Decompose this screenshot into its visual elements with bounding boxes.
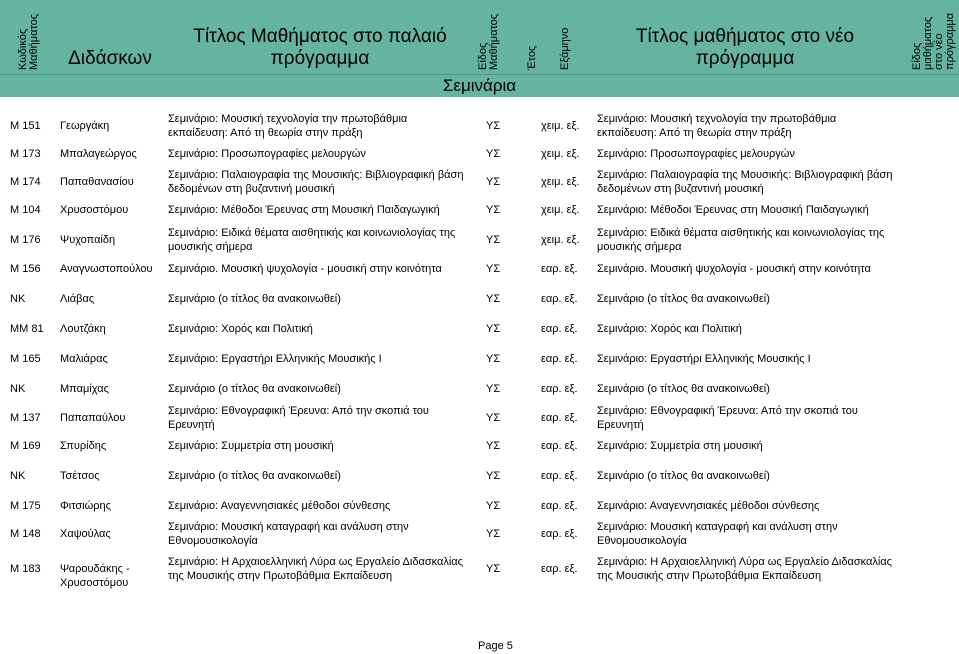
- cell-teacher: Λιάβας: [60, 293, 95, 305]
- col-kind-header: Είδος Μαθήματος: [477, 13, 500, 70]
- cell-teacher: Γεωργάκη: [60, 120, 110, 132]
- cell-new: Σεμινάριο: Εθνογραφική Έρευνα: Από την σκοπιά του Ερευνητή: [597, 405, 858, 431]
- cell-old: Σεμινάριο. Μουσική ψυχολογία - μουσική στην κοινότητα: [168, 263, 442, 275]
- cell-code: Μ 169: [10, 440, 41, 452]
- cell-sem: χειμ. εξ.: [541, 176, 580, 188]
- cell-sem: χειμ. εξ.: [541, 234, 580, 246]
- cell-new: Σεμινάριο: Η Αρχαιοελληνική Λύρα ως Εργαλείο Διδασκαλίας της Μουσικής στην Πρωτοβάθμια Εκπαίδευση: [597, 556, 892, 582]
- cell-kind: ΥΣ: [486, 204, 501, 216]
- cell-sem: εαρ. εξ.: [541, 383, 578, 395]
- cell-teacher: Ψαρουδάκης - Χρυσοστόμου: [60, 563, 130, 589]
- cell-old: Σεμινάριο (ο τίτλος θα ανακοινωθεί): [168, 383, 341, 395]
- cell-kind: ΥΣ: [486, 383, 501, 395]
- cell-new: Σεμινάριο. Μουσική ψυχολογία - μουσική στην κοινότητα: [597, 263, 871, 275]
- cell-code: Μ 174: [10, 176, 41, 188]
- cell-teacher: Χρυσοστόμου: [60, 204, 129, 216]
- cell-teacher: Ψυχοπαίδη: [60, 234, 116, 246]
- cell-kind: ΥΣ: [486, 176, 501, 188]
- cell-sem: εαρ. εξ.: [541, 293, 578, 305]
- cell-old: Σεμινάριο: Συμμετρία στη μουσική: [168, 440, 334, 452]
- cell-old: Σεμινάριο: Μουσική καταγραφή και ανάλυση στην Εθνομουσικολογία: [168, 521, 409, 547]
- cell-code: Μ 175: [10, 500, 41, 512]
- cell-new: Σεμινάριο: Μουσική τεχνολογία την πρωτοβάθμια εκπαίδευση: Από τη θεωρία στην πράξη: [597, 113, 837, 139]
- cell-new: Σεμινάριο: Χορός και Πολιτική: [597, 323, 742, 335]
- cell-new: Σεμινάριο: Ειδικά θέματα αισθητικής και κοινωνιολογίας της μουσικής σήμερα: [597, 227, 885, 253]
- cell-new: Σεμινάριο: Αναγεννησιακές μέθοδοι σύνθεσης: [597, 500, 820, 512]
- cell-kind: ΥΣ: [486, 470, 501, 482]
- cell-sem: εαρ. εξ.: [541, 528, 578, 540]
- cell-kind: ΥΣ: [486, 500, 501, 512]
- col-year-header: Έτος: [526, 45, 538, 70]
- cell-teacher: Μαλιάρας: [60, 353, 108, 365]
- cell-kind: ΥΣ: [486, 353, 501, 365]
- cell-code: Μ 173: [10, 148, 41, 160]
- cell-code: Μ 156: [10, 263, 41, 275]
- cell-code: ΝΚ: [10, 293, 26, 305]
- cell-old: Σεμινάριο: Μέθοδοι Έρευνας στη Μουσική Παιδαγωγική: [168, 204, 440, 216]
- cell-old: Σεμινάριο: Χορός και Πολιτική: [168, 323, 313, 335]
- cell-new: Σεμινάριο: Παλαιογραφία της Μουσικής: Βιβλιογραφική βάση δεδομένων στη βυζαντινή μουσική: [597, 169, 893, 195]
- col-teacher-header: Διδάσκων: [68, 48, 152, 69]
- col-new-title-header: Τίτλος μαθήματος στο νέο πρόγραμμα: [635, 26, 855, 69]
- cell-teacher: Τσέτσος: [60, 470, 100, 482]
- section-title: Σεμινάρια: [442, 76, 517, 95]
- cell-old: Σεμινάριο: Ειδικά θέματα αισθητικής και κοινωνιολογίας της μουσικής σήμερα: [168, 227, 456, 253]
- cell-old: Σεμινάριο: Αναγεννησιακές μέθοδοι σύνθεσης: [168, 500, 391, 512]
- cell-code: ΝΚ: [10, 383, 26, 395]
- cell-new: Σεμινάριο: Προσωπογραφίες μελουργών: [597, 148, 795, 160]
- cell-kind: ΥΣ: [486, 528, 501, 540]
- cell-old: Σεμινάριο (ο τίτλος θα ανακοινωθεί): [168, 293, 341, 305]
- cell-old: Σεμινάριο: Εθνογραφική Έρευνα: Από την σκοπιά του Ερευνητή: [168, 405, 429, 431]
- cell-sem: εαρ. εξ.: [541, 263, 578, 275]
- cell-kind: ΥΣ: [486, 148, 501, 160]
- cell-teacher: Αναγνωστοπούλου: [60, 263, 153, 275]
- cell-teacher: Λουτζάκη: [60, 323, 106, 335]
- col-code-header: Κωδικός Μαθήματος: [17, 13, 40, 70]
- cell-teacher: Φιτσιώρης: [60, 500, 111, 512]
- cell-teacher: Μπαλαγεώργος: [60, 148, 137, 160]
- cell-teacher: Μπαμίχας: [60, 383, 109, 395]
- cell-kind: ΥΣ: [486, 293, 501, 305]
- cell-teacher: Παπαθανασίου: [60, 176, 134, 188]
- cell-code: Μ 183: [10, 563, 41, 575]
- cell-sem: εαρ. εξ.: [541, 440, 578, 452]
- cell-new: Σεμινάριο (ο τίτλος θα ανακοινωθεί): [597, 470, 770, 482]
- cell-sem: χειμ. εξ.: [541, 204, 580, 216]
- cell-old: Σεμινάριο: Η Αρχαιοελληνική Λύρα ως Εργαλείο Διδασκαλίας της Μουσικής στην Πρωτοβάθμια Εκπαίδευση: [168, 556, 463, 582]
- cell-teacher: Παπαπαύλου: [60, 412, 126, 424]
- cell-code: ΝΚ: [10, 470, 26, 482]
- cell-sem: χειμ. εξ.: [541, 120, 580, 132]
- cell-code: Μ 151: [10, 120, 41, 132]
- cell-old: Σεμινάριο: Προσωπογραφίες μελουργών: [168, 148, 366, 160]
- cell-sem: εαρ. εξ.: [541, 563, 578, 575]
- cell-old: Σεμινάριο: Μουσική τεχνολογία την πρωτοβάθμια εκπαίδευση: Από τη θεωρία στην πράξη: [168, 113, 408, 139]
- cell-sem: εαρ. εξ.: [541, 470, 578, 482]
- col-new-kind-header: Είδος μαθήματος στο νέο πρόγραμμα: [911, 12, 956, 70]
- cell-code: Μ 104: [10, 204, 41, 216]
- cell-kind: ΥΣ: [486, 120, 501, 132]
- cell-new: Σεμινάριο: Συμμετρία στη μουσική: [597, 440, 763, 452]
- page-number: Page 5: [478, 640, 513, 652]
- cell-code: Μ 165: [10, 353, 41, 365]
- cell-new: Σεμινάριο: Μουσική καταγραφή και ανάλυση στην Εθνομουσικολογία: [597, 521, 838, 547]
- cell-teacher: Σπυρίδης: [60, 440, 107, 452]
- cell-teacher: Χαψούλας: [60, 528, 111, 540]
- cell-code: Μ 148: [10, 528, 41, 540]
- cell-kind: ΥΣ: [486, 412, 501, 424]
- cell-new: Σεμινάριο (ο τίτλος θα ανακοινωθεί): [597, 383, 770, 395]
- cell-old: Σεμινάριο: Εργαστήρι Ελληνικής Μουσικής Ι: [168, 353, 382, 365]
- cell-sem: χειμ. εξ.: [541, 148, 580, 160]
- cell-kind: ΥΣ: [486, 234, 501, 246]
- cell-sem: εαρ. εξ.: [541, 412, 578, 424]
- table-header: [0, 0, 959, 74]
- cell-kind: ΥΣ: [486, 263, 501, 275]
- cell-code: Μ 137: [10, 412, 41, 424]
- cell-kind: ΥΣ: [486, 563, 501, 575]
- cell-sem: εαρ. εξ.: [541, 500, 578, 512]
- cell-new: Σεμινάριο (ο τίτλος θα ανακοινωθεί): [597, 293, 770, 305]
- cell-old: Σεμινάριο (ο τίτλος θα ανακοινωθεί): [168, 470, 341, 482]
- col-semester-header: Εξάμηνο: [559, 27, 571, 70]
- col-old-title-header: Τίτλος Μαθήματος στο παλαιό πρόγραμμα: [193, 26, 447, 69]
- cell-sem: εαρ. εξ.: [541, 353, 578, 365]
- cell-kind: ΥΣ: [486, 323, 501, 335]
- cell-old: Σεμινάριο: Παλαιογραφία της Μουσικής: Βιβλιογραφική βάση δεδομένων στη βυζαντινή μουσική: [168, 169, 464, 195]
- cell-new: Σεμινάριο: Εργαστήρι Ελληνικής Μουσικής Ι: [597, 353, 811, 365]
- cell-code: ΜΜ 81: [10, 323, 44, 335]
- cell-new: Σεμινάριο: Μέθοδοι Έρευνας στη Μουσική Παιδαγωγική: [597, 204, 869, 216]
- cell-kind: ΥΣ: [486, 440, 501, 452]
- cell-code: Μ 176: [10, 234, 41, 246]
- cell-sem: εαρ. εξ.: [541, 323, 578, 335]
